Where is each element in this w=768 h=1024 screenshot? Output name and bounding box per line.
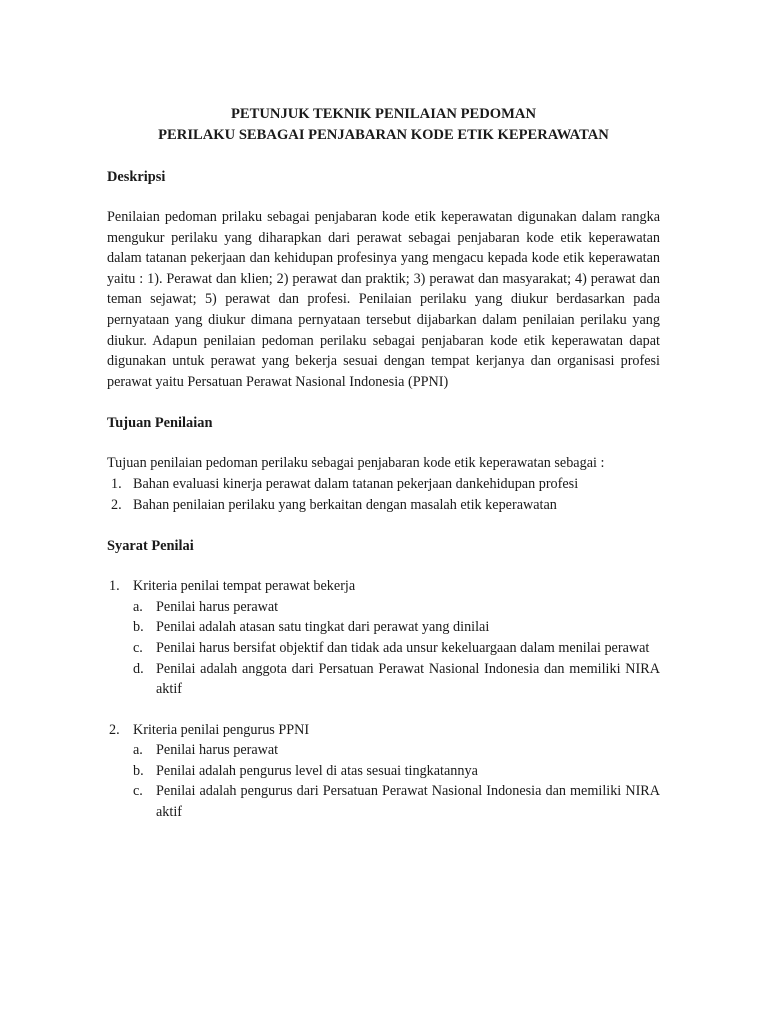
title-line-1: PETUNJUK TEKNIK PENILAIAN PEDOMAN <box>230 106 536 122</box>
list-item-text: Bahan penilaian perilaku yang berkaitan dengan masalah etik keperawatan <box>133 496 557 513</box>
criteria-text: Kriteria penilai pengurus PPNI <box>133 721 310 738</box>
criteria-item <box>107 576 660 700</box>
title-line-2: PERILAKU SEBAGAI PENJABARAN KODE ETIK KEPERAWATAN <box>158 126 609 143</box>
document-title <box>107 104 660 145</box>
sub-letter: b. <box>133 762 144 779</box>
list-item <box>107 495 660 516</box>
sub-letter: c. <box>133 639 143 656</box>
tujuan-heading: Tujuan Penilaian <box>107 415 213 432</box>
sub-item-text: Penilai adalah atasan satu tingkat dari perawat yang dinilai <box>156 619 490 636</box>
sub-item <box>133 659 660 700</box>
sub-item <box>133 740 660 761</box>
sub-item-text: Penilai adalah pengurus dari Persatuan Perawat Nasional Indonesia dan memiliki NIRA aktif <box>156 783 660 821</box>
sub-letter: d. <box>133 660 144 677</box>
list-number: 1. <box>111 475 122 492</box>
sub-letter: a. <box>133 742 143 759</box>
criteria-number: 1. <box>109 578 120 595</box>
sub-item <box>133 638 660 659</box>
deskripsi-paragraph: Penilaian pedoman prilaku sebagai penjabaran kode etik keperawatan digunakan dalam rangka mengukur perilaku yang diharapkan dari perawat sebagai penjabaran kode etik keperawatan dalam tatanan pekerjaan dan kehidupan profesinya yang mengacu kepada kode etik keperawatan yaitu : 1). Perawat dan klien; 2) perawat dan praktik; 3) perawat dan masyarakat; 4) perawat dan teman sejawat; 5) perawat dan profesi. Penilaian perilaku yang diukur berdasarkan pada pernyataan yang diukur dimana pernyataan tersebut dijabarkan dalam penilaian perilaku yang diukur. Adapun penilaian pedoman perilaku sebagai penjabaran kode etik keperawatan dapat digunakan untuk perawat yang bekerja sesuai dengan tempat kerjanya dan organisasi profesi perawat yaitu Persatuan Perawat Nasional Indonesia (PPNI) <box>107 209 660 390</box>
sub-item <box>133 597 660 618</box>
sub-item-text: Penilai adalah pengurus level di atas sesuai tingkatannya <box>156 762 478 779</box>
list-item <box>107 474 660 495</box>
sub-letter: b. <box>133 619 144 636</box>
sub-item-text: Penilai harus bersifat objektif dan tidak ada unsur kekeluargaan dalam menilai perawat <box>156 639 650 656</box>
list-item-text: Bahan evaluasi kinerja perawat dalam tatanan pekerjaan dankehidupan profesi <box>133 475 579 492</box>
sub-item-text: Penilai adalah anggota dari Persatuan Perawat Nasional Indonesia dan memiliki NIRA aktif <box>156 660 660 698</box>
sub-item <box>133 617 660 638</box>
sub-item <box>133 761 660 782</box>
sub-item <box>133 781 660 822</box>
sub-item-text: Penilai harus perawat <box>156 598 279 615</box>
sub-item-text: Penilai harus perawat <box>156 742 279 759</box>
criteria-text: Kriteria penilai tempat perawat bekerja <box>133 578 356 595</box>
sub-letter: c. <box>133 783 143 800</box>
criteria-list <box>107 576 660 823</box>
deskripsi-heading: Deskripsi <box>107 169 166 185</box>
criteria-item <box>107 720 660 823</box>
criteria-number: 2. <box>109 721 120 738</box>
document-page <box>107 104 660 823</box>
list-number: 2. <box>111 496 122 513</box>
sub-list <box>133 597 660 700</box>
tujuan-list <box>107 474 660 515</box>
sub-list <box>133 740 660 822</box>
sub-letter: a. <box>133 598 143 615</box>
syarat-heading: Syarat Penilai <box>107 538 194 555</box>
tujuan-intro: Tujuan penilaian pedoman perilaku sebagai penjabaran kode etik keperawatan sebagai : <box>107 455 605 472</box>
